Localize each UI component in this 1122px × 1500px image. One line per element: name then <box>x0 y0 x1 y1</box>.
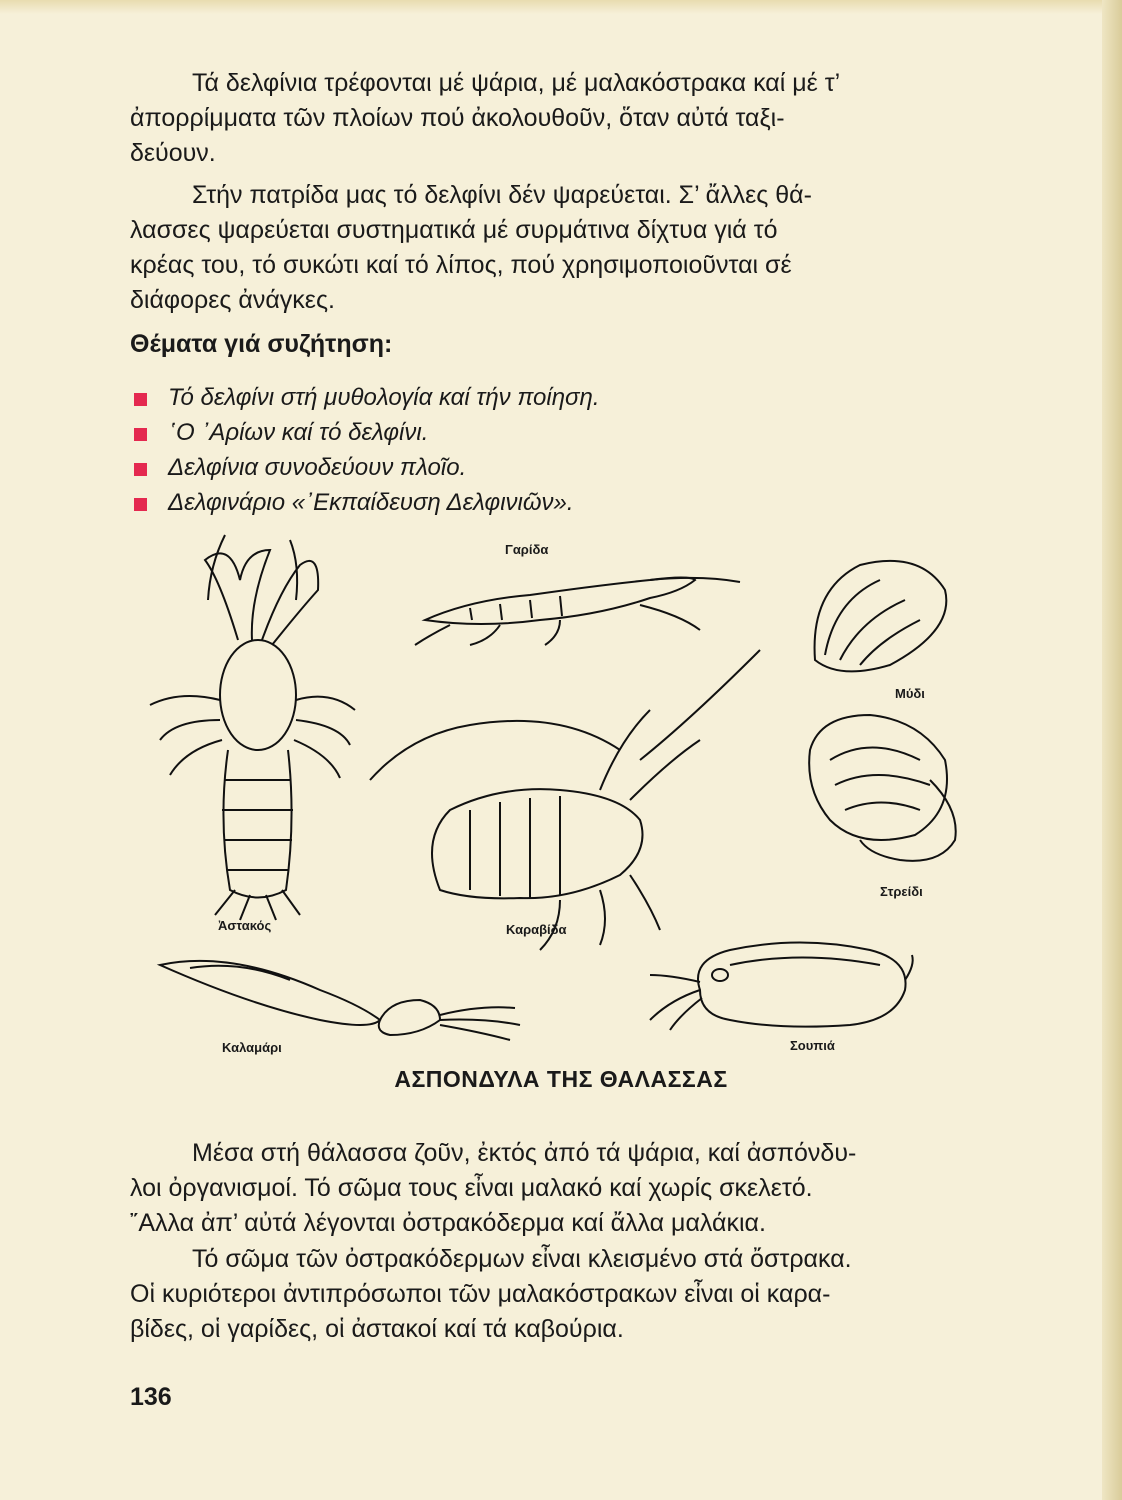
text-line: Οἱ κυριότεροι ἀντιπρόσωποι τῶν μαλακόστρακων εἶναι οἱ καρα- <box>130 1280 831 1308</box>
caption-mussel: Μύδι <box>895 686 925 701</box>
text-line: Τό σῶμα τῶν ὀστρακόδερμων εἶναι κλεισμένο στά ὄστρακα. <box>192 1245 852 1273</box>
topics-list <box>134 380 600 520</box>
text-line: Μέσα στή θάλασσα ζοῦν, ἐκτός ἀπό τά ψάρια, καί ἀσπόνδυ- <box>192 1139 857 1167</box>
list-item <box>134 450 600 485</box>
text-line: Τά δελφίνια τρέφονται μέ ψάρια, μέ μαλακόστρακα καί μέ τ’ <box>192 69 841 97</box>
topics-heading: Θέματα γιά συζήτηση: <box>130 330 393 358</box>
section-heading: ΑΣΠΟΝΔΥΛΑ ΤΗΣ ΘΑΛΑΣΣΑΣ <box>394 1066 728 1092</box>
cuttlefish-drawing <box>650 943 913 1031</box>
text-line: λοι ὀργανισμοί. Τό σῶμα τους εἶναι μαλακό καί χωρίς σκελετό. <box>130 1174 813 1202</box>
text-line: ῎Αλλα ἀπ’ αὐτά λέγονται ὀστρακόδερμα καί ἄλλα μαλάκια. <box>130 1209 766 1237</box>
text-line: κρέας του, τό συκώτι καί τό λίπος, πού χρησιμοποιοῦνται σέ <box>130 251 792 279</box>
invertebrates-illustration <box>0 520 1122 1080</box>
paragraph-invertebrates <box>130 1136 992 1241</box>
caption-crayfish: Καραβίδα <box>506 922 567 937</box>
caption-shrimp: Γαρίδα <box>505 542 549 557</box>
mussel-drawing <box>815 561 947 672</box>
square-bullet-icon <box>134 463 147 476</box>
topic-text: ῾Ο ᾿Αρίων καί τό δελφίνι. <box>168 419 429 446</box>
caption-cuttlefish: Σουπιά <box>790 1038 835 1053</box>
page-top-edge <box>0 0 1122 14</box>
lobster-drawing <box>150 535 355 920</box>
text-line: διάφορες ἀνάγκες. <box>130 286 335 314</box>
caption-oyster: Στρείδι <box>880 884 923 899</box>
caption-lobster: Ἀστακός <box>218 918 272 933</box>
caption-squid: Καλαμάρι <box>222 1040 282 1055</box>
square-bullet-icon <box>134 393 147 406</box>
paragraph-dolphin-fishing <box>130 178 992 318</box>
square-bullet-icon <box>134 428 147 441</box>
text-line: Στήν πατρίδα μας τό δελφίνι δέν ψαρεύεται. Σ’ ἄλλες θά- <box>192 181 812 209</box>
squid-drawing <box>160 961 520 1040</box>
paragraph-dolphin-food <box>130 66 992 171</box>
square-bullet-icon <box>134 498 147 511</box>
crayfish-drawing <box>370 650 760 950</box>
list-item <box>134 380 600 415</box>
text-line: δεύουν. <box>130 139 216 167</box>
topic-text: Τό δελφίνι στή μυθολογία καί τήν ποίηση. <box>168 384 600 411</box>
list-item <box>134 415 600 450</box>
shrimp-drawing <box>415 578 740 646</box>
list-item <box>134 485 600 520</box>
page-number: 136 <box>130 1383 172 1411</box>
text-line: λασσες ψαρεύεται συστηματικά μέ συρμάτινα δίχτυα γιά τό <box>130 216 778 244</box>
text-line: βίδες, οἱ γαρίδες, οἱ ἀστακοί καί τά καβούρια. <box>130 1315 624 1343</box>
topic-text: Δελφίνια συνοδεύουν πλοῖο. <box>168 454 467 481</box>
text-line: ἀπορρίμματα τῶν πλοίων πού ἀκολουθοῦν, ὅταν αὐτά ταξι- <box>130 104 785 132</box>
paragraph-crustaceans <box>130 1242 992 1347</box>
topic-text: Δελφινάριο «᾿Εκπαίδευση Δελφινιῶν». <box>168 489 574 516</box>
oyster-drawing <box>809 715 956 861</box>
